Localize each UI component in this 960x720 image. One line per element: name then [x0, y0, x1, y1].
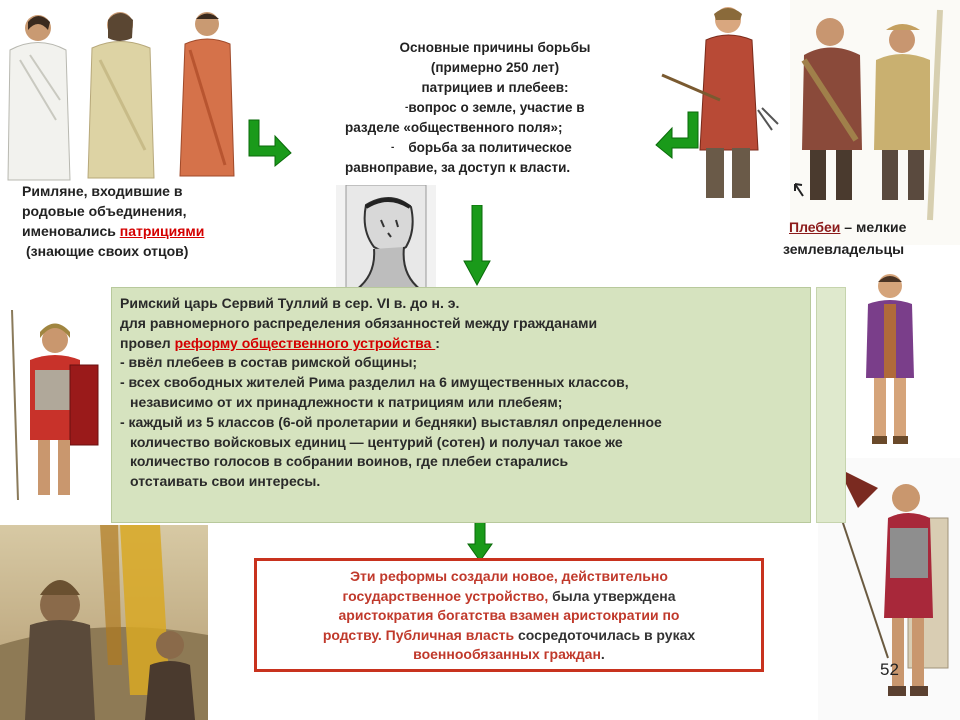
reform-line-6: независимо от их принадлежности к патрициям или плебеям; — [130, 393, 563, 410]
patricians-caption — [22, 181, 262, 261]
cause-1-text-a: вопрос о земле, участие в — [408, 100, 585, 115]
roman-soldiers-photo — [0, 525, 208, 720]
result-line-4-a: родству. Публичная власть — [322, 626, 518, 643]
result-line-4 — [271, 626, 747, 646]
patricians-line-4: (знающие своих отцов) — [26, 243, 189, 259]
reform-line-8: количество войсковых единиц — центурий (сотен) и получал такое же — [130, 433, 623, 450]
reform-line-3-a: провел — [120, 334, 175, 351]
plebeians-link[interactable]: Плебеи — [789, 219, 841, 235]
plebeians-caption — [783, 216, 953, 260]
small-pointer-arrow — [793, 182, 809, 204]
plebeians-illustration — [790, 0, 960, 245]
plebeians-line-1 — [783, 216, 953, 238]
patricians-line-1: Римляне, входившие в — [22, 183, 183, 199]
down-arrow-to-result — [467, 520, 493, 562]
cause-2-line-1 — [345, 138, 645, 158]
heading-line-1: Основные причины борьбы — [399, 40, 591, 55]
patricians-line-3 — [22, 221, 262, 241]
plebeian-farmer-illustration — [660, 0, 780, 210]
result-line-5 — [271, 645, 747, 665]
result-line-2 — [271, 587, 747, 607]
reform-line-7: - каждый из 5 классов (6-ой пролетарии и бедняки) выставлял определенное — [120, 413, 662, 430]
result-line-5-end: . — [600, 646, 605, 662]
side-panel-strip — [816, 287, 846, 523]
reform-description-box — [111, 287, 811, 523]
plebeians-line-2: землевладельцы — [783, 241, 905, 257]
reform-line-9: количество голосов в собрании воинов, где плебеи старались — [130, 453, 569, 470]
servius-tullius-portrait — [336, 185, 436, 290]
plebeians-rest: – мелкие — [840, 219, 907, 235]
cause-2-line-2 — [345, 158, 645, 178]
patricians-illustration — [0, 0, 250, 190]
patricians-text: именовались — [22, 223, 120, 239]
bend-arrow-right — [652, 110, 702, 160]
cause-2-dash: - — [391, 142, 395, 153]
cause-2-end: . — [566, 160, 571, 175]
plebeian-tunic-illustration — [850, 268, 930, 453]
result-line-2-a: государственное устройство, — [342, 587, 553, 604]
result-line-4-b: сосредоточилась в руках — [518, 626, 696, 643]
reform-line-3-b: : — [435, 334, 440, 351]
reform-link[interactable]: реформу общественного устройства — [174, 334, 436, 351]
heading-line-3: патрициев и плебеев: — [421, 80, 569, 95]
cause-1-line-1 — [345, 98, 645, 118]
page-number: 52 — [880, 660, 899, 679]
down-arrow-to-reform — [462, 205, 492, 287]
bend-arrow-left — [245, 118, 295, 168]
reform-line-3 — [120, 334, 802, 354]
patricians-link[interactable]: патрициями — [119, 223, 205, 239]
result-line-3: аристократия богатства взамен аристократии по — [338, 607, 680, 623]
cause-1-dash: - — [405, 102, 409, 113]
reform-line-5: - всех свободных жителей Рима разделил на 6 имущественных классов, — [120, 374, 629, 391]
cause-2-text-b: равноправие, за доступ к власти — [345, 160, 567, 175]
roman-legionary-illustration — [0, 310, 105, 505]
main-causes-heading — [345, 38, 645, 178]
cause-2-text-a: борьба за политическое — [408, 140, 572, 155]
patricians-line-2: родовые объединения, — [22, 203, 187, 219]
result-line-2-b: была утверждена — [552, 587, 676, 604]
result-line-5-a: военнообязанных граждан — [413, 646, 601, 662]
cause-1-line-2: разделе «общественного поля»; — [345, 120, 563, 135]
reform-line-2: для равномерного распределения обязанностей между гражданами — [120, 314, 598, 331]
reform-line-10: отстаивать свои интересы. — [130, 473, 321, 490]
reform-line-4: - ввёл плебеев в состав римской общины; — [120, 354, 418, 371]
reform-result-box — [254, 558, 764, 672]
reform-line-1: Римский царь Сервий Туллий в сер. VI в. до н. э. — [120, 295, 460, 311]
result-line-1: Эти реформы создали новое, действительно — [350, 568, 668, 584]
heading-line-2: (примерно 250 лет) — [430, 60, 560, 75]
